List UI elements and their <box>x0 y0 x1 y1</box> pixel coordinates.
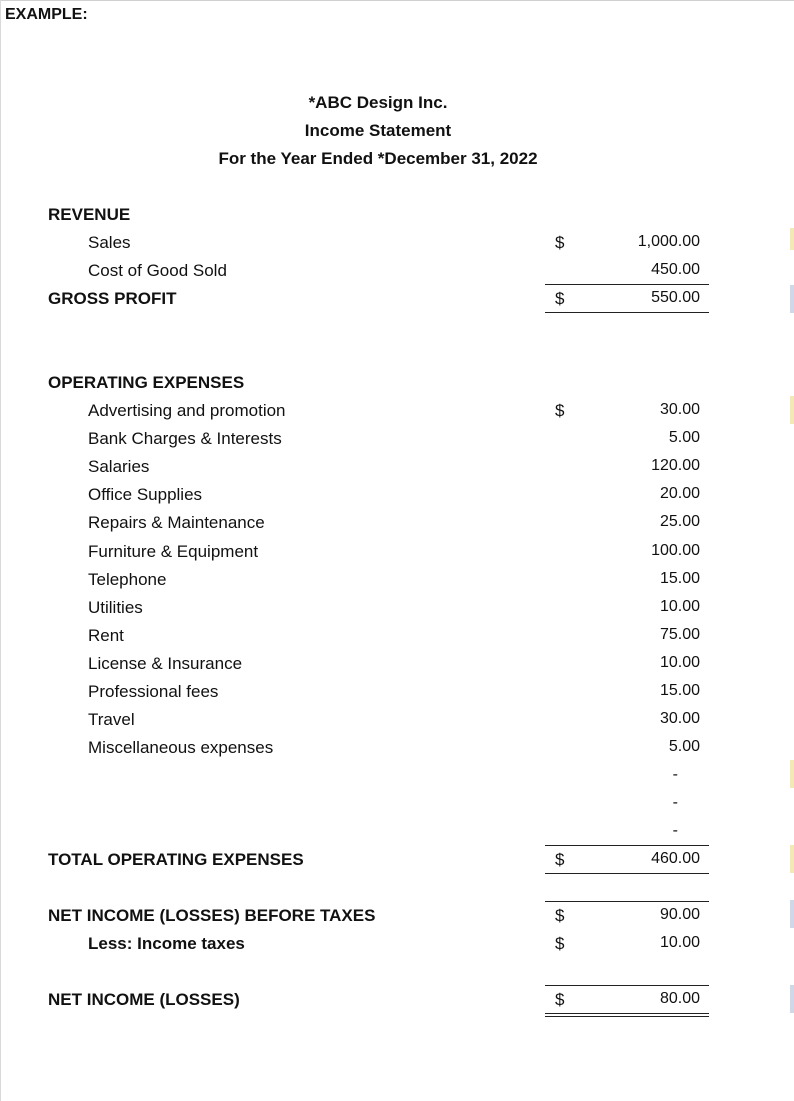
expense-value: 20.00 <box>659 485 700 502</box>
edge-cell-mark <box>790 985 794 1013</box>
expense-label: Salaries <box>88 457 150 476</box>
expense-value: 75.00 <box>659 626 700 643</box>
expense-label: Bank Charges & Interests <box>88 429 282 448</box>
net-before-taxes-label: NET INCOME (LOSSES) BEFORE TAXES <box>48 906 376 925</box>
expense-value: 15.00 <box>659 682 700 699</box>
net-income-top-rule <box>545 985 709 986</box>
blank-value-dash: - <box>672 822 678 839</box>
total-operating-dollar: $ <box>555 850 565 869</box>
total-operating-value: 460.00 <box>651 850 700 867</box>
expense-label: Rent <box>88 626 124 645</box>
cogs-label: Cost of Good Sold <box>88 261 227 280</box>
edge-cell-mark <box>790 396 794 424</box>
expense-value: 10.00 <box>659 598 700 615</box>
net-before-taxes-dollar: $ <box>555 906 565 925</box>
net-before-top-rule <box>545 901 709 902</box>
expense-label: Furniture & Equipment <box>88 542 259 561</box>
gross-profit-value: 550.00 <box>651 289 700 306</box>
expense-value: 25.00 <box>659 513 700 530</box>
blank-value-dash: - <box>672 794 678 811</box>
net-income-dollar: $ <box>555 990 565 1009</box>
gross-profit-dollar: $ <box>555 289 565 308</box>
expense-value: 30.00 <box>659 710 700 727</box>
gross-profit-label: GROSS PROFIT <box>48 289 177 308</box>
sales-value: 1,000.00 <box>637 233 700 250</box>
expense-value: 30.00 <box>659 401 700 418</box>
expense-label: Miscellaneous expenses <box>88 738 274 757</box>
expense-value: 5.00 <box>668 738 700 755</box>
net-income-double-rule-2 <box>545 1016 709 1017</box>
expense-label: Telephone <box>88 570 167 589</box>
cogs-value: 450.00 <box>651 261 700 278</box>
operating-first-dollar: $ <box>555 401 565 420</box>
expense-value: 5.00 <box>668 429 700 446</box>
income-taxes-value: 10.00 <box>659 934 700 951</box>
expense-value: 10.00 <box>659 654 700 671</box>
expense-label: Professional fees <box>88 682 219 701</box>
statement-period: For the Year Ended *December 31, 2022 <box>218 149 538 168</box>
gross-profit-top-rule <box>545 284 709 285</box>
expense-label: Advertising and promotion <box>88 401 286 420</box>
edge-cell-mark <box>790 228 794 250</box>
gross-profit-bottom-rule <box>545 312 709 313</box>
edge-cell-mark <box>790 845 794 873</box>
expense-label: Utilities <box>88 598 143 617</box>
income-taxes-label: Less: Income taxes <box>88 934 245 953</box>
total-operating-label: TOTAL OPERATING EXPENSES <box>48 850 304 869</box>
edge-cell-mark <box>790 900 794 928</box>
example-label: EXAMPLE: <box>5 6 88 23</box>
total-operating-bottom-rule <box>545 873 709 874</box>
blank-value-dash: - <box>672 766 678 783</box>
company-name: *ABC Design Inc. <box>308 93 448 112</box>
net-income-value: 80.00 <box>659 990 700 1007</box>
expense-label: Repairs & Maintenance <box>88 513 265 532</box>
expense-label: Travel <box>88 710 135 729</box>
expense-value: 120.00 <box>651 457 700 474</box>
edge-cell-mark <box>790 285 794 313</box>
operating-expenses-heading: OPERATING EXPENSES <box>48 373 245 392</box>
expense-label: Office Supplies <box>88 485 203 504</box>
net-income-label: NET INCOME (LOSSES) <box>48 990 240 1009</box>
sheet-border-top <box>0 0 794 1</box>
sales-label: Sales <box>88 233 131 252</box>
net-income-double-rule-1 <box>545 1013 709 1014</box>
total-operating-top-rule-full <box>545 845 709 846</box>
revenue-heading: REVENUE <box>48 205 131 224</box>
income-taxes-dollar: $ <box>555 934 565 953</box>
net-before-taxes-value: 90.00 <box>659 906 700 923</box>
edge-cell-mark <box>790 760 794 788</box>
expense-value: 100.00 <box>651 542 700 559</box>
expense-label: License & Insurance <box>88 654 243 673</box>
expense-value: 15.00 <box>659 570 700 587</box>
statement-title: Income Statement <box>304 121 452 140</box>
sales-dollar: $ <box>555 233 565 252</box>
